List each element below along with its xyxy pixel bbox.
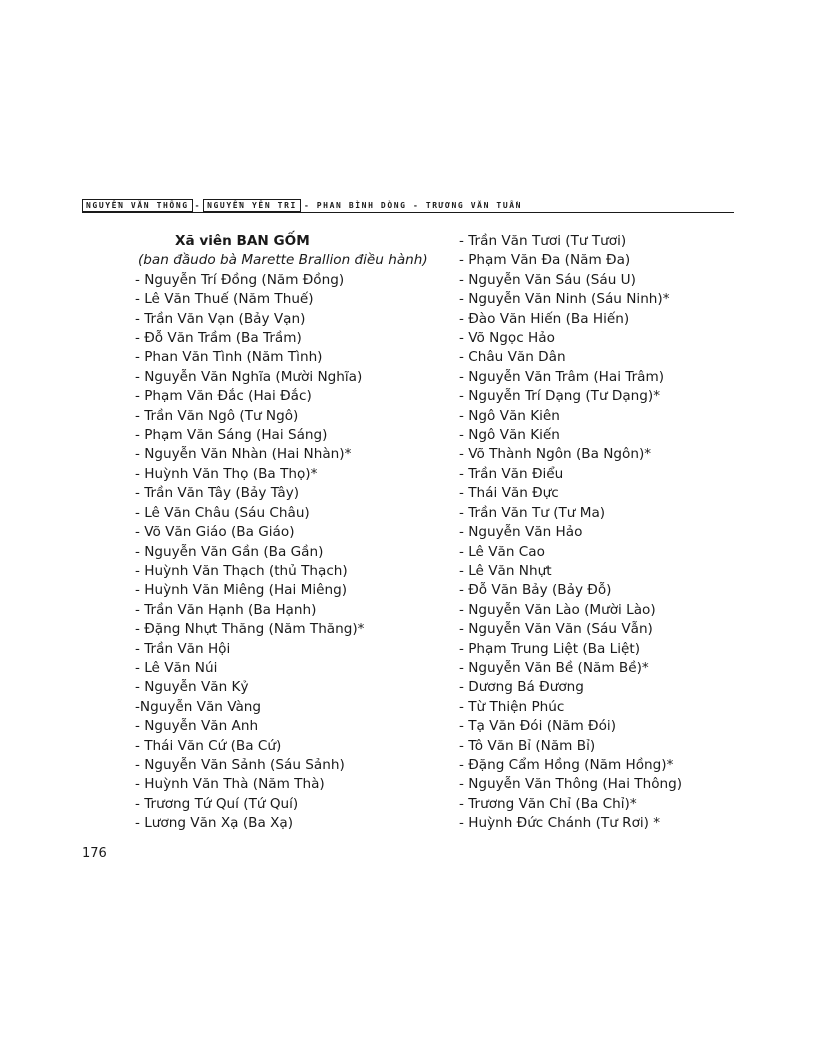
- member-list-item: - Lê Văn Châu (Sáu Châu): [135, 504, 310, 521]
- member-list-item: - Ngô Văn Kiên: [459, 407, 560, 424]
- left-column: [135, 232, 440, 834]
- member-list-item: - Nguyễn Văn Trâm (Hai Trâm): [459, 368, 665, 385]
- right-member-list: [459, 232, 759, 834]
- member-list-item: - Trần Văn Hạnh (Ba Hạnh): [135, 601, 317, 618]
- member-list-item: - Tô Văn Bỉ (Năm Bỉ): [459, 737, 596, 754]
- member-list-item: - Trần Văn Tư (Tư Ma): [459, 504, 606, 521]
- page-number: 176: [82, 846, 107, 861]
- member-list-item: - Lê Văn Cao: [459, 543, 545, 560]
- member-list-item: - Nguyễn Văn Ninh (Sáu Ninh)*: [459, 291, 670, 308]
- member-list-item: - Nguyễn Văn Bề (Năm Bề)*: [459, 659, 649, 676]
- member-list-item: - Tạ Văn Đói (Năm Đói): [459, 718, 616, 735]
- member-list-item: - Nguyễn Văn Hảo: [459, 524, 583, 541]
- member-list-item: - Trần Văn Vạn (Bảy Vạn): [135, 310, 306, 327]
- member-list-item: - Phạm Văn Đa (Năm Đa): [459, 252, 631, 269]
- member-list-item: - Võ Thành Ngôn (Ba Ngôn)*: [459, 446, 652, 463]
- member-list-item: - Đặng Cẩm Hồng (Năm Hồng)*: [459, 756, 674, 773]
- header-separator: -: [194, 200, 202, 210]
- member-list-item: - Trần Văn Tươi (Tư Tươi): [459, 233, 627, 249]
- member-list-item: - Đỗ Văn Bảy (Bảy Đỗ): [459, 582, 612, 599]
- member-list-item: - Thái Văn Đực: [459, 485, 559, 502]
- member-list-item: - Ngô Văn Kiến: [459, 427, 560, 444]
- member-list-item: - Từ Thiện Phúc: [459, 698, 565, 715]
- member-list-item: - Trần Văn Hội: [135, 640, 231, 657]
- member-list-item: -Nguyễn Văn Vàng: [135, 698, 262, 715]
- member-list-item: - Huỳnh Văn Miêng (Hai Miêng): [135, 582, 348, 599]
- member-list-item: - Huỳnh Đức Chánh (Tư Rơi) *: [459, 815, 661, 832]
- member-list-item: - Phan Văn Tình (Năm Tình): [135, 349, 323, 366]
- left-member-list: [135, 271, 440, 834]
- header-rule: [82, 212, 734, 213]
- member-list-item: - Lương Văn Xạ (Ba Xạ): [135, 815, 294, 832]
- member-list-item: - Nguyễn Văn Sáu (Sáu U): [459, 271, 636, 288]
- member-list-item: - Châu Văn Dân: [459, 349, 566, 366]
- member-list-item: - Phạm Trung Liệt (Ba Liệt): [459, 640, 640, 657]
- member-list-item: - Đào Văn Hiến (Ba Hiến): [459, 310, 630, 327]
- member-list-item: - Đỗ Văn Trầm (Ba Trầm): [135, 330, 302, 347]
- member-list-item: - Nguyễn Văn Kỷ: [135, 679, 249, 696]
- header-author-rest: - PHAN BÌNH DÒNG - TRƯƠNG VĂN TUẤN: [303, 200, 523, 210]
- member-list-item: - Nguyễn Văn Anh: [135, 718, 259, 735]
- member-list-item: - Nguyễn Văn Gần (Ba Gần): [135, 543, 324, 560]
- member-list-item: - Lê Văn Thuế (Năm Thuế): [135, 291, 314, 308]
- member-list-item: - Trần Văn Tây (Bảy Tây): [135, 485, 300, 502]
- member-list-item: - Huỳnh Văn Thạch (thủ Thạch): [135, 562, 348, 579]
- member-list-item: - Trần Văn Điểu: [459, 465, 564, 482]
- member-list-item: - Nguyễn Văn Lào (Mười Lào): [459, 601, 656, 618]
- header-author-1: NGUYỄN VĂN THÔNG: [82, 199, 193, 212]
- member-list-item: - Nguyễn Văn Nhàn (Hai Nhàn)*: [135, 446, 352, 463]
- member-list-item: - Lê Văn Nhựt: [459, 562, 552, 579]
- member-list-item: - Nguyễn Trí Dạng (Tư Dạng)*: [459, 388, 661, 405]
- member-list-item: - Nguyễn Văn Văn (Sáu Vẫn): [459, 621, 653, 638]
- member-list-item: - Huỳnh Văn Thà (Năm Thà): [135, 776, 325, 793]
- member-list-item: - Nguyễn Trí Đồng (Năm Đồng): [135, 271, 345, 288]
- running-header: [82, 197, 734, 213]
- member-list-item: - Nguyễn Văn Nghĩa (Mười Nghĩa): [135, 368, 363, 385]
- section-subtitle: (ban đầudo bà Marette Brallion điều hành): [138, 252, 428, 269]
- member-list-item: - Dương Bá Đương: [459, 679, 584, 696]
- member-list-item: - Đặng Nhựt Thăng (Năm Thăng)*: [135, 621, 365, 638]
- right-column: [459, 232, 759, 834]
- member-list-item: - Võ Ngọc Hảo: [459, 330, 555, 347]
- member-list-item: - Thái Văn Cứ (Ba Cứ): [135, 737, 282, 754]
- member-list-item: - Phạm Văn Sáng (Hai Sáng): [135, 427, 328, 444]
- member-list-item: - Nguyễn Văn Sảnh (Sáu Sảnh): [135, 756, 345, 773]
- member-list-item: - Trần Văn Ngô (Tư Ngô): [135, 407, 299, 424]
- member-list-item: - Lê Văn Núi: [135, 659, 218, 676]
- section-title: Xã viên BAN GỐM: [175, 233, 310, 249]
- member-list-item: - Nguyễn Văn Thông (Hai Thông): [459, 776, 683, 793]
- member-list-item: - Trương Văn Chỉ (Ba Chỉ)*: [459, 795, 637, 812]
- member-list-item: - Võ Văn Giáo (Ba Giáo): [135, 524, 295, 541]
- header-author-2: NGUYỄN YÊN TRI: [203, 199, 301, 212]
- member-list-item: - Trương Tứ Quí (Tứ Quí): [135, 795, 299, 812]
- member-list-item: - Huỳnh Văn Thọ (Ba Thọ)*: [135, 465, 318, 482]
- member-list-item: - Phạm Văn Đắc (Hai Đắc): [135, 388, 312, 405]
